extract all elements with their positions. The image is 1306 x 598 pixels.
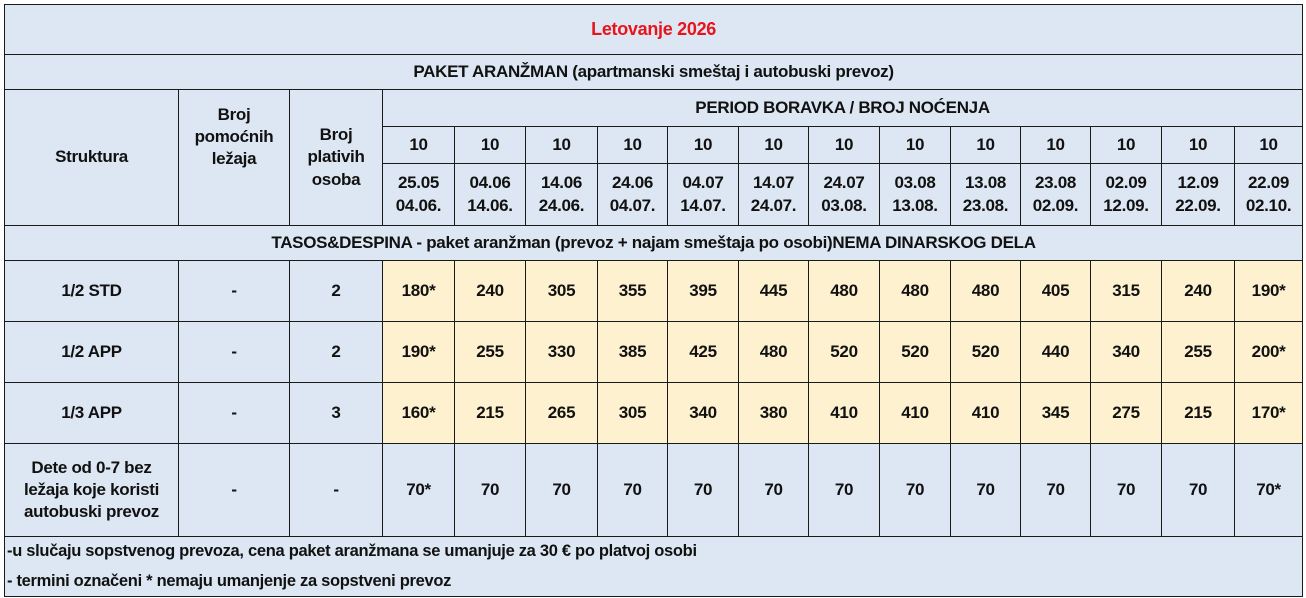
table-row	[5, 444, 1303, 537]
price-cell: 480	[951, 261, 1021, 322]
price-cell: 315	[1091, 261, 1162, 322]
price-cell: 410	[809, 383, 880, 444]
price-cell: 275	[1091, 383, 1162, 444]
section-title: TASOS&DESPINA - paket aranžman (prevoz + najam smeštaja po osobi)NEMA DINARSKOG DELA	[5, 226, 1303, 261]
extra-beds-cell: -	[179, 322, 290, 383]
extra-beds-cell: -	[179, 383, 290, 444]
period-from: 23.08	[1034, 173, 1077, 193]
period-to: 24.07.	[750, 195, 797, 215]
table-subtitle: PAKET ARANŽMAN (apartmanski smeštaj i autobuski prevoz)	[5, 55, 1303, 90]
header-period: PERIOD BORAVKA / BROJ NOĆENJA	[383, 90, 1303, 127]
paying-persons-cell: 2	[290, 261, 383, 322]
extra-beds-cell: -	[179, 261, 290, 322]
period-dates	[1021, 164, 1091, 226]
price-cell: 405	[1021, 261, 1091, 322]
price-cell: 215	[1162, 383, 1235, 444]
price-cell: 385	[598, 322, 668, 383]
price-cell: 305	[526, 261, 598, 322]
period-to: 14.07.	[680, 195, 726, 215]
period-dates	[739, 164, 809, 226]
price-cell: 180*	[383, 261, 455, 322]
paying-persons-cell: -	[290, 444, 383, 537]
period-dates	[1235, 164, 1303, 226]
period-nights: 10	[1091, 127, 1162, 164]
price-cell: 200*	[1235, 322, 1303, 383]
price-cell: 70	[809, 444, 880, 537]
price-cell: 425	[668, 322, 739, 383]
price-cell: 70	[598, 444, 668, 537]
period-nights: 10	[526, 127, 598, 164]
period-from: 04.06	[469, 173, 511, 193]
price-cell: 520	[809, 322, 880, 383]
structure-cell: 1/2 APP	[5, 322, 179, 383]
period-to: 22.09.	[1175, 195, 1221, 215]
period-from: 03.08	[894, 173, 936, 193]
price-cell: 480	[809, 261, 880, 322]
table-row	[5, 383, 1303, 444]
period-from: 24.07	[823, 173, 865, 193]
price-cell: 70	[526, 444, 598, 537]
price-cell: 445	[739, 261, 809, 322]
period-nights: 10	[951, 127, 1021, 164]
footnote: - termini označeni * nemaju umanjenje za sopstveni prevoz	[5, 567, 1303, 597]
price-cell: 380	[739, 383, 809, 444]
period-to: 02.10.	[1245, 195, 1292, 215]
period-to: 02.09.	[1032, 195, 1079, 215]
period-nights: 10	[809, 127, 880, 164]
footnote: -u slučaju sopstvenog prevoza, cena paket aranžmana se umanjuje za 30 € po platvoj osobi	[5, 537, 1303, 567]
price-cell: 340	[668, 383, 739, 444]
period-from: 14.07	[752, 173, 795, 193]
period-dates	[880, 164, 951, 226]
price-cell: 70	[1162, 444, 1235, 537]
header-pomocnih: Broj pomoćnih ležaja	[179, 90, 290, 226]
structure-cell: 1/2 STD	[5, 261, 179, 322]
price-cell: 170*	[1235, 383, 1303, 444]
price-cell: 240	[1162, 261, 1235, 322]
period-to: 04.06.	[395, 195, 442, 215]
price-cell: 395	[668, 261, 739, 322]
period-from: 13.08	[964, 173, 1007, 193]
price-cell: 330	[526, 322, 598, 383]
price-cell: 190*	[1235, 261, 1303, 322]
period-dates	[455, 164, 526, 226]
period-nights: 10	[880, 127, 951, 164]
price-cell: 190*	[383, 322, 455, 383]
period-to: 23.08.	[962, 195, 1009, 215]
period-from: 04.07	[682, 173, 724, 193]
price-cell: 70	[1091, 444, 1162, 537]
table-row	[5, 322, 1303, 383]
price-cell: 240	[455, 261, 526, 322]
period-nights: 10	[668, 127, 739, 164]
period-dates	[526, 164, 598, 226]
header-struktura: Struktura	[5, 90, 179, 226]
period-nights: 10	[739, 127, 809, 164]
price-cell: 440	[1021, 322, 1091, 383]
period-from: 25.05	[397, 173, 440, 193]
price-cell: 70	[880, 444, 951, 537]
period-dates	[598, 164, 668, 226]
price-cell: 70*	[1235, 444, 1303, 537]
price-cell: 255	[455, 322, 526, 383]
period-dates	[951, 164, 1021, 226]
period-nights: 10	[1235, 127, 1303, 164]
period-dates	[1091, 164, 1162, 226]
price-cell: 340	[1091, 322, 1162, 383]
period-dates	[809, 164, 880, 226]
period-from: 24.06	[611, 173, 654, 193]
period-from: 22.09	[1248, 173, 1290, 193]
period-nights: 10	[1021, 127, 1091, 164]
table-row	[5, 261, 1303, 322]
price-cell: 70	[951, 444, 1021, 537]
structure-cell: Dete od 0-7 bez ležaja koje koristi autobuski prevoz	[5, 444, 179, 537]
price-cell: 70	[668, 444, 739, 537]
period-from: 02.09	[1105, 173, 1147, 193]
price-cell: 480	[739, 322, 809, 383]
price-cell: 480	[880, 261, 951, 322]
period-to: 13.08.	[892, 195, 938, 215]
extra-beds-cell: -	[179, 444, 290, 537]
period-to: 03.08.	[821, 195, 867, 215]
price-cell: 410	[880, 383, 951, 444]
period-nights: 10	[383, 127, 455, 164]
period-to: 04.07.	[609, 195, 656, 215]
price-cell: 70	[1021, 444, 1091, 537]
price-table	[4, 4, 1303, 597]
price-cell: 355	[598, 261, 668, 322]
table-title: Letovanje 2026	[5, 5, 1303, 55]
price-cell: 70	[455, 444, 526, 537]
price-cell: 215	[455, 383, 526, 444]
period-dates	[1162, 164, 1235, 226]
price-cell: 305	[598, 383, 668, 444]
price-cell: 520	[880, 322, 951, 383]
period-to: 14.06.	[467, 195, 513, 215]
price-cell: 160*	[383, 383, 455, 444]
period-from: 12.09	[1177, 173, 1219, 193]
paying-persons-cell: 2	[290, 322, 383, 383]
price-cell: 70	[739, 444, 809, 537]
structure-cell: 1/3 APP	[5, 383, 179, 444]
price-cell: 255	[1162, 322, 1235, 383]
period-to: 24.06.	[538, 195, 585, 215]
period-dates	[668, 164, 739, 226]
paying-persons-cell: 3	[290, 383, 383, 444]
period-dates	[383, 164, 455, 226]
period-to: 12.09.	[1103, 195, 1149, 215]
price-cell: 520	[951, 322, 1021, 383]
price-cell: 345	[1021, 383, 1091, 444]
price-cell: 265	[526, 383, 598, 444]
price-cell: 70*	[383, 444, 455, 537]
period-nights: 10	[598, 127, 668, 164]
header-plativih: Broj plativih osoba	[290, 90, 383, 226]
price-cell: 410	[951, 383, 1021, 444]
period-nights: 10	[1162, 127, 1235, 164]
period-from: 14.06	[540, 173, 583, 193]
period-nights: 10	[455, 127, 526, 164]
